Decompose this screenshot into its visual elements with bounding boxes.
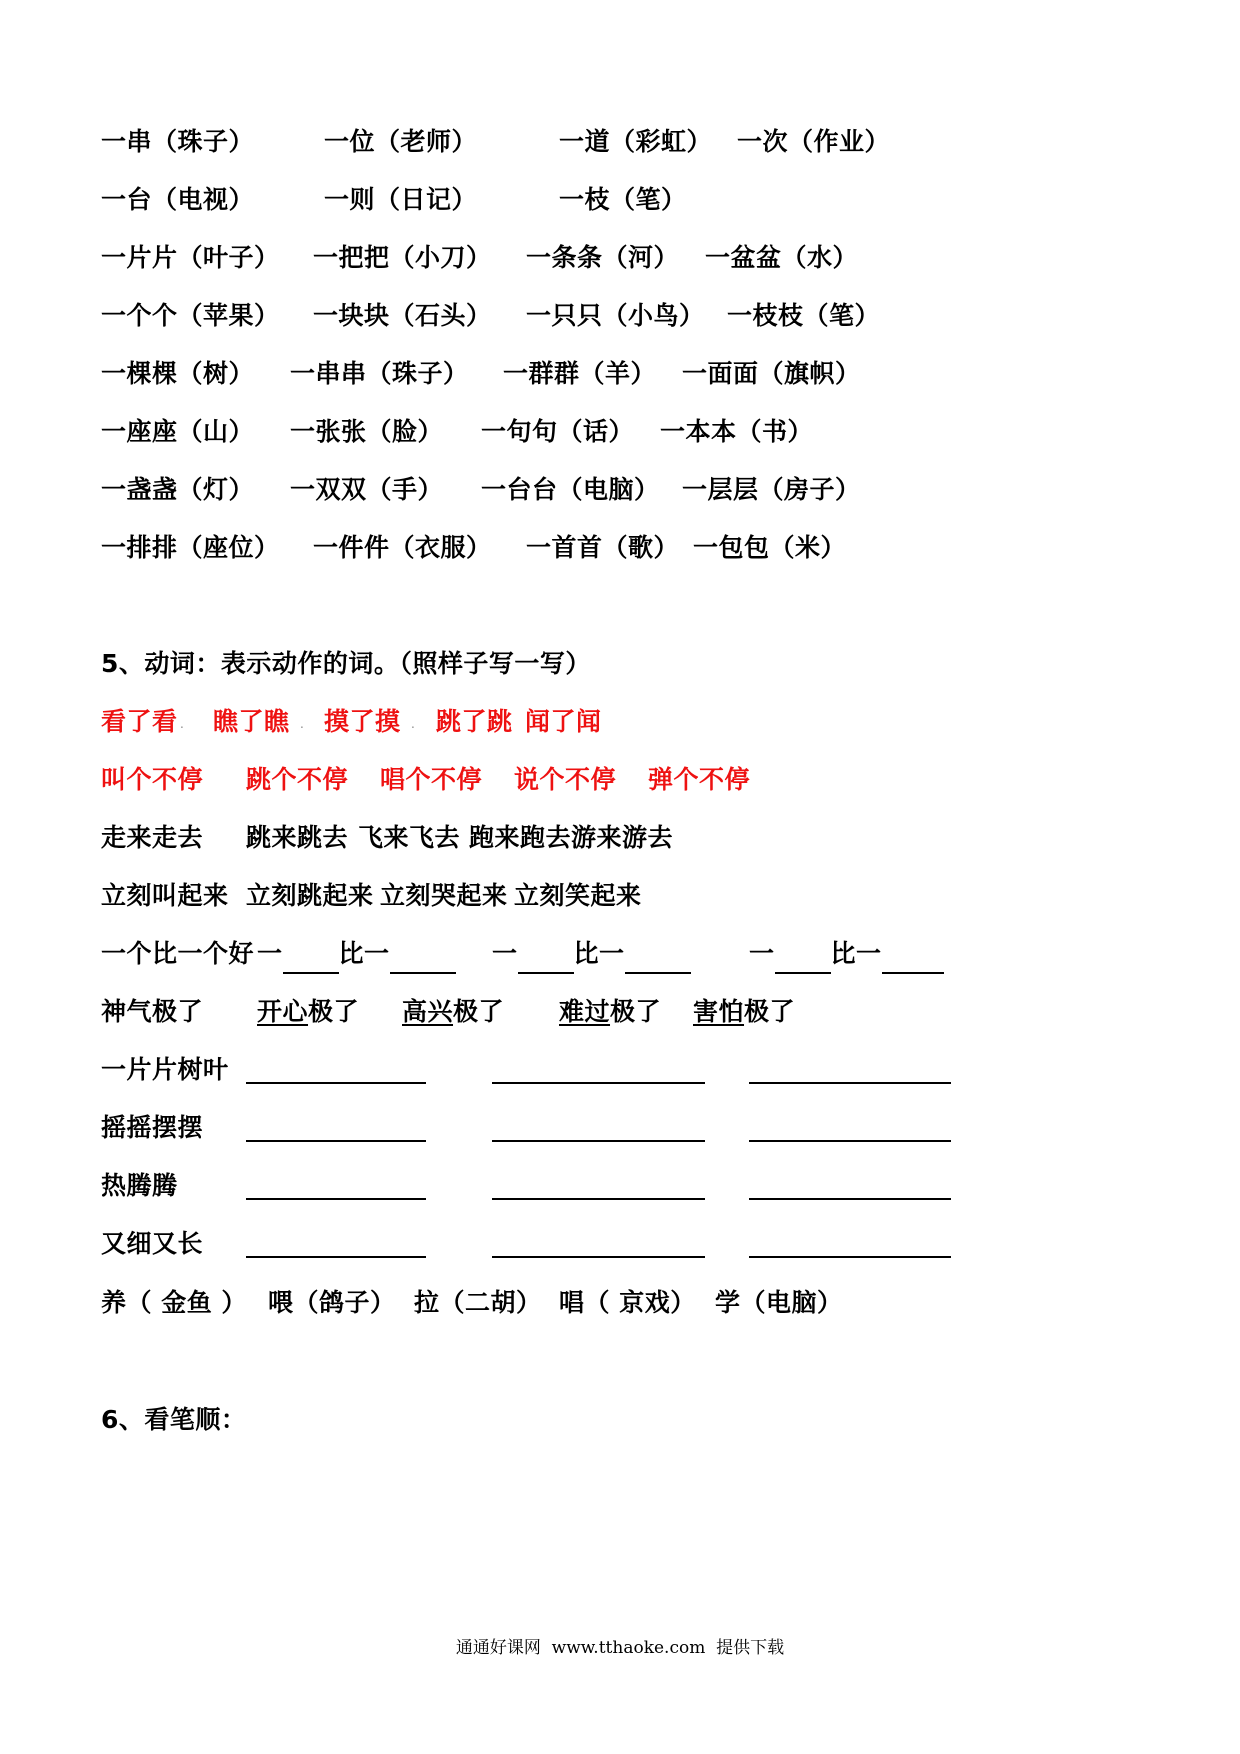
- measure-word: 一枝枝（笔）: [727, 301, 881, 330]
- compare-row: [0, 934, 1240, 974]
- jile-rest: 极了: [610, 997, 662, 1026]
- measure-word: 一道（彩虹）: [559, 127, 713, 156]
- measure-word: 一块块（石头）: [313, 301, 492, 330]
- measure-word: 一盏盏（灯）: [101, 475, 255, 504]
- measure-word: 一群群（羊）: [503, 359, 657, 388]
- verb-example: 说个不停: [514, 765, 617, 794]
- verb-phrase: 立刻叫起来: [101, 881, 229, 910]
- compare-prefix: 一: [749, 939, 775, 968]
- compare-middle: 比一: [573, 939, 625, 968]
- compare-blank-2: [492, 934, 691, 974]
- jile-underlined: 开心: [257, 997, 309, 1026]
- verb-object: 喂（鸽子）: [268, 1288, 396, 1317]
- compare-prefix: 一: [492, 939, 518, 968]
- measure-row-8: [0, 528, 1240, 568]
- jile-rest: 极了: [308, 997, 360, 1026]
- measure-row-4: [0, 296, 1240, 336]
- measure-row-7: [0, 470, 1240, 510]
- compare-example: 一个比一个好: [101, 939, 255, 968]
- measure-word: 一次（作业）: [737, 127, 891, 156]
- blank-line[interactable]: [518, 942, 574, 974]
- blank-line[interactable]: [749, 1140, 951, 1142]
- verb-phrase: 跳来跳去: [246, 823, 349, 852]
- verb-object: 拉（二胡）: [414, 1288, 542, 1317]
- measure-word: 一片片（叶子）: [101, 243, 280, 272]
- verb-row-4: [0, 876, 1240, 916]
- jile-rest: 极了: [744, 997, 796, 1026]
- blank-line[interactable]: [775, 942, 831, 974]
- measure-word: 一张张（脸）: [290, 417, 444, 446]
- blank-line[interactable]: [492, 1140, 705, 1142]
- measure-row-5: [0, 354, 1240, 394]
- separator-dot: .: [300, 717, 304, 731]
- blank-line[interactable]: [625, 942, 691, 974]
- fill-row: [0, 1166, 1240, 1206]
- blank-line[interactable]: [749, 1198, 951, 1200]
- jile-example: 神气极了: [101, 997, 204, 1026]
- measure-word: 一层层（房子）: [682, 475, 861, 504]
- measure-word: 一则（日记）: [324, 185, 478, 214]
- blank-line[interactable]: [492, 1256, 705, 1258]
- fill-example: 又细又长: [101, 1229, 204, 1258]
- measure-row-3: [0, 238, 1240, 278]
- jile-rest: 极了: [453, 997, 505, 1026]
- verb-phrase: 走来走去: [101, 823, 204, 852]
- measure-word: 一位（老师）: [324, 127, 478, 156]
- verb-phrase: 跑来跑去游来游去: [469, 823, 674, 852]
- verb-row-3: [0, 818, 1240, 858]
- verb-phrase: 立刻跳起来: [246, 881, 374, 910]
- blank-line[interactable]: [246, 1140, 426, 1142]
- measure-word: 一面面（旗帜）: [682, 359, 861, 388]
- blank-line[interactable]: [246, 1198, 426, 1200]
- verb-object: 唱（ 京戏）: [559, 1288, 696, 1317]
- fill-example: 摇摇摆摆: [101, 1113, 204, 1142]
- verb-example: 叫个不停: [101, 765, 204, 794]
- compare-middle: 比一: [830, 939, 882, 968]
- compare-blank-1: [257, 934, 456, 974]
- blank-line[interactable]: [749, 1256, 951, 1258]
- compare-blank-3: [749, 934, 944, 974]
- measure-row-6: [0, 412, 1240, 452]
- verb-object: 学（电脑）: [715, 1288, 843, 1317]
- measure-word: 一盆盆（水）: [705, 243, 859, 272]
- verb-example: 闻了闻: [525, 707, 602, 736]
- verb-phrase: 飞来飞去: [358, 823, 461, 852]
- blank-line[interactable]: [882, 942, 944, 974]
- jile-underlined: 害怕: [693, 997, 745, 1026]
- fill-row: [0, 1108, 1240, 1148]
- page-footer: 通通好课网 www.tthaoke.com 提供下载: [455, 1638, 785, 1658]
- measure-word: 一本本（书）: [660, 417, 814, 446]
- blank-line[interactable]: [492, 1198, 705, 1200]
- jile-item: [693, 992, 795, 1032]
- compare-prefix: 一: [257, 939, 283, 968]
- measure-row-1: [0, 122, 1240, 162]
- measure-word: 一首首（歌）: [526, 533, 680, 562]
- verb-phrase: 立刻笑起来: [514, 881, 642, 910]
- jile-row: [0, 992, 1240, 1032]
- verb-phrase: 立刻哭起来: [380, 881, 508, 910]
- jile-item: [402, 992, 504, 1032]
- fill-row: [0, 1224, 1240, 1264]
- compare-middle: 比一: [338, 939, 390, 968]
- red-verb-row-1: [0, 702, 1240, 742]
- measure-row-2: [0, 180, 1240, 220]
- blank-line[interactable]: [492, 1082, 705, 1084]
- verb-example: 摸了摸: [324, 707, 401, 736]
- verb-example: 弹个不停: [648, 765, 751, 794]
- section-6-title-row: [0, 1400, 1240, 1440]
- separator-dot: .: [180, 717, 184, 731]
- section-5-title: 5、动词：表示动作的词。（照样子写一写）: [101, 649, 591, 678]
- verb-example: 看了看: [101, 707, 178, 736]
- blank-line[interactable]: [246, 1082, 426, 1084]
- separator-dot: .: [411, 717, 415, 731]
- measure-word: 一棵棵（树）: [101, 359, 255, 388]
- red-verb-row-2: [0, 760, 1240, 800]
- measure-word: 一串串（珠子）: [290, 359, 469, 388]
- verb-object: 养（ 金鱼 ）: [101, 1288, 247, 1317]
- jile-underlined: 高兴: [402, 997, 454, 1026]
- verb-object-row: [0, 1283, 1240, 1323]
- measure-word: 一个个（苹果）: [101, 301, 280, 330]
- blank-line[interactable]: [749, 1082, 951, 1084]
- blank-line[interactable]: [246, 1256, 426, 1258]
- measure-word: 一枝（笔）: [559, 185, 687, 214]
- jile-underlined: 难过: [559, 997, 611, 1026]
- fill-example: 一片片树叶: [101, 1055, 229, 1084]
- verb-example: 跳个不停: [246, 765, 349, 794]
- blank-line[interactable]: [283, 942, 339, 974]
- measure-word: 一件件（衣服）: [313, 533, 492, 562]
- measure-word: 一包包（米）: [693, 533, 847, 562]
- measure-word: 一排排（座位）: [101, 533, 280, 562]
- measure-word: 一台台（电脑）: [481, 475, 660, 504]
- measure-word: 一串（珠子）: [101, 127, 255, 156]
- measure-word: 一句句（话）: [481, 417, 635, 446]
- fill-row: [0, 1050, 1240, 1090]
- measure-word: 一条条（河）: [526, 243, 680, 272]
- measure-word: 一把把（小刀）: [313, 243, 492, 272]
- measure-word: 一双双（手）: [290, 475, 444, 504]
- verb-example: 唱个不停: [380, 765, 483, 794]
- verb-example: 跳了跳: [436, 707, 513, 736]
- jile-item: [257, 992, 359, 1032]
- measure-word: 一台（电视）: [101, 185, 255, 214]
- blank-line[interactable]: [390, 942, 456, 974]
- measure-word: 一只只（小鸟）: [526, 301, 705, 330]
- jile-item: [537, 992, 661, 1032]
- verb-example: 瞧了瞧: [213, 707, 290, 736]
- section-5-title-row: [0, 644, 1240, 684]
- section-6-title: 6、看笔顺：: [101, 1405, 247, 1434]
- fill-example: 热腾腾: [101, 1171, 178, 1200]
- measure-word: 一座座（山）: [101, 417, 255, 446]
